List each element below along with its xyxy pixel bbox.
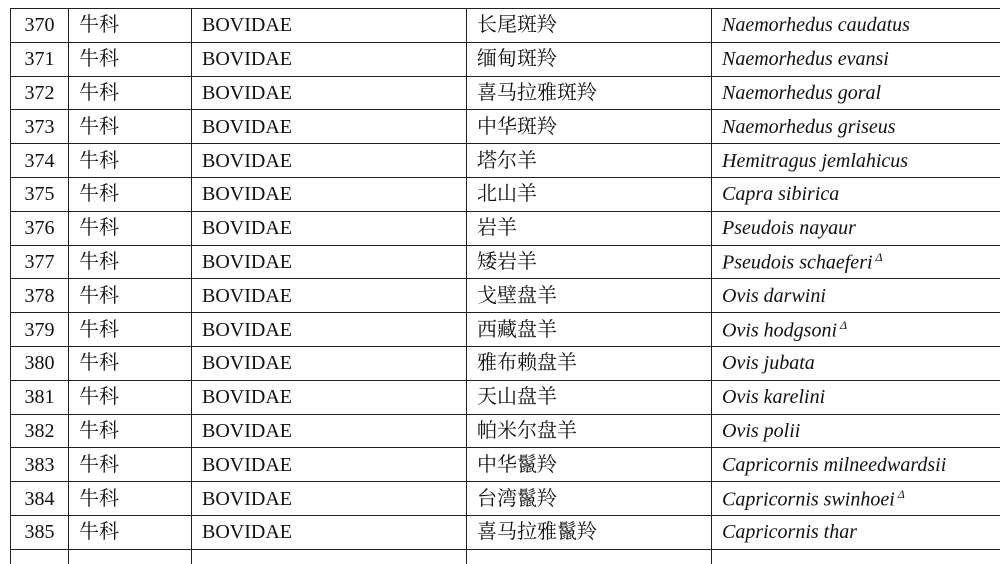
species-sci-text: Capricornis swinhoei (722, 488, 895, 510)
species-sci-cell (712, 346, 1000, 380)
row-number (11, 245, 69, 279)
species-cn-text: 戈壁盘羊 (477, 285, 557, 307)
family-latin-cell (192, 42, 467, 76)
species-cn-cell (467, 515, 712, 549)
family-latin-text: BOVIDAE (202, 251, 292, 273)
family-cn-text: 牛科 (79, 116, 119, 138)
species-cn-cell (467, 245, 712, 279)
species-sci-text: Capricornis thar (722, 521, 857, 543)
row-number-text: 377 (25, 251, 55, 273)
species-sci-cell (712, 245, 1000, 279)
family-latin-cell (192, 414, 467, 448)
table-row (11, 448, 1000, 482)
species-cn-cell (467, 414, 712, 448)
family-latin-cell (192, 313, 467, 347)
species-sci-cell (712, 9, 1000, 43)
family-latin-text: BOVIDAE (202, 14, 292, 36)
species-cn-text: 岩羊 (477, 217, 517, 239)
row-number-text: 384 (25, 488, 55, 510)
family-latin-cell (192, 110, 467, 144)
family-cn-cell (69, 313, 192, 347)
family-cn-cell (69, 414, 192, 448)
table-row (11, 110, 1000, 144)
table-row (11, 211, 1000, 245)
species-sci-cell (712, 448, 1000, 482)
species-sci-cell (712, 515, 1000, 549)
family-latin-text: BOVIDAE (202, 319, 292, 341)
species-cn-text: 西藏盘羊 (477, 319, 557, 341)
species-cn-text: 缅甸斑羚 (477, 48, 557, 70)
species-cn-cell (467, 110, 712, 144)
family-cn-cell (69, 110, 192, 144)
table-row (11, 279, 1000, 313)
family-cn-cell (69, 42, 192, 76)
family-cn-cell (69, 279, 192, 313)
row-number (11, 42, 69, 76)
family-cn-text: 牛科 (79, 150, 119, 172)
cut-off-cell (192, 549, 467, 564)
cut-off-cell (69, 549, 192, 564)
family-latin-cell (192, 144, 467, 178)
species-cn-cell (467, 42, 712, 76)
species-sci-text: Ovis karelini (722, 386, 825, 408)
species-cn-text: 塔尔羊 (477, 150, 537, 172)
species-sci-cell (712, 313, 1000, 347)
cut-off-cell (11, 549, 69, 564)
family-cn-text: 牛科 (79, 183, 119, 205)
species-cn-cell (467, 448, 712, 482)
species-table (10, 8, 1000, 564)
species-sci-cell (712, 42, 1000, 76)
species-cn-cell (467, 346, 712, 380)
family-latin-text: BOVIDAE (202, 454, 292, 476)
species-cn-text: 矮岩羊 (477, 251, 537, 273)
species-cn-text: 中华斑羚 (477, 116, 557, 138)
species-sci-cell (712, 76, 1000, 110)
family-cn-cell (69, 448, 192, 482)
delta-mark: Δ (840, 318, 847, 332)
row-number-text: 376 (25, 217, 55, 239)
species-cn-text: 长尾斑羚 (477, 14, 557, 36)
family-cn-text: 牛科 (79, 251, 119, 273)
species-cn-cell (467, 211, 712, 245)
family-latin-cell (192, 448, 467, 482)
family-cn-text: 牛科 (79, 386, 119, 408)
row-number-text: 371 (25, 48, 55, 70)
family-latin-text: BOVIDAE (202, 217, 292, 239)
family-cn-cell (69, 144, 192, 178)
family-cn-cell (69, 380, 192, 414)
family-latin-text: BOVIDAE (202, 420, 292, 442)
family-latin-cell (192, 9, 467, 43)
species-sci-text: Capra sibirica (722, 183, 839, 205)
row-number-text: 379 (25, 319, 55, 341)
row-number (11, 144, 69, 178)
table-row (11, 177, 1000, 211)
species-sci-cell (712, 211, 1000, 245)
row-number-text: 382 (25, 420, 55, 442)
species-cn-text: 北山羊 (477, 183, 537, 205)
row-number (11, 9, 69, 43)
table-row (11, 313, 1000, 347)
table-row (11, 380, 1000, 414)
species-cn-text: 帕米尔盘羊 (477, 420, 577, 442)
row-number-text: 383 (25, 454, 55, 476)
family-cn-text: 牛科 (79, 420, 119, 442)
family-latin-text: BOVIDAE (202, 82, 292, 104)
row-number (11, 279, 69, 313)
family-cn-cell (69, 515, 192, 549)
species-cn-cell (467, 279, 712, 313)
family-latin-cell (192, 245, 467, 279)
family-cn-text: 牛科 (79, 285, 119, 307)
family-latin-cell (192, 515, 467, 549)
family-cn-cell (69, 177, 192, 211)
species-sci-cell (712, 177, 1000, 211)
species-cn-text: 雅布赖盘羊 (477, 352, 577, 374)
species-cn-cell (467, 76, 712, 110)
row-number-text: 385 (25, 521, 55, 543)
table-row-cut-off (11, 549, 1000, 564)
row-number-text: 380 (25, 352, 55, 374)
row-number (11, 346, 69, 380)
species-sci-text: Ovis hodgsoni (722, 319, 837, 341)
species-sci-cell (712, 144, 1000, 178)
row-number (11, 380, 69, 414)
delta-mark: Δ (876, 250, 883, 264)
family-latin-text: BOVIDAE (202, 150, 292, 172)
species-sci-text: Naemorhedus griseus (722, 116, 896, 138)
species-table-body (11, 9, 1000, 564)
family-latin-text: BOVIDAE (202, 521, 292, 543)
row-number (11, 482, 69, 516)
species-cn-text: 天山盘羊 (477, 386, 557, 408)
row-number (11, 76, 69, 110)
family-cn-cell (69, 346, 192, 380)
delta-mark: Δ (898, 487, 905, 501)
row-number (11, 414, 69, 448)
family-cn-cell (69, 76, 192, 110)
family-cn-cell (69, 9, 192, 43)
row-number (11, 177, 69, 211)
species-sci-cell (712, 279, 1000, 313)
species-sci-text: Naemorhedus goral (722, 82, 881, 104)
species-sci-text: Ovis jubata (722, 352, 815, 374)
family-cn-text: 牛科 (79, 521, 119, 543)
family-cn-cell (69, 211, 192, 245)
species-sci-text: Pseudois nayaur (722, 217, 856, 239)
species-sci-cell (712, 110, 1000, 144)
row-number-text: 373 (25, 116, 55, 138)
table-row (11, 515, 1000, 549)
species-sci-text: Ovis polii (722, 420, 800, 442)
family-latin-text: BOVIDAE (202, 285, 292, 307)
cut-off-cell (467, 549, 712, 564)
row-number-text: 381 (25, 386, 55, 408)
table-row (11, 9, 1000, 43)
row-number (11, 515, 69, 549)
family-latin-cell (192, 482, 467, 516)
table-row (11, 245, 1000, 279)
row-number (11, 211, 69, 245)
family-latin-cell (192, 177, 467, 211)
table-row (11, 42, 1000, 76)
family-cn-text: 牛科 (79, 454, 119, 476)
table-row (11, 414, 1000, 448)
family-latin-text: BOVIDAE (202, 183, 292, 205)
species-sci-cell (712, 380, 1000, 414)
species-sci-text: Hemitragus jemlahicus (722, 150, 908, 172)
family-latin-cell (192, 211, 467, 245)
row-number-text: 370 (25, 14, 55, 36)
row-number (11, 110, 69, 144)
species-cn-text: 喜马拉雅鬣羚 (477, 521, 597, 543)
family-cn-text: 牛科 (79, 14, 119, 36)
table-row (11, 144, 1000, 178)
row-number-text: 372 (25, 82, 55, 104)
species-cn-text: 中华鬣羚 (477, 454, 557, 476)
species-sci-cell (712, 414, 1000, 448)
family-cn-text: 牛科 (79, 82, 119, 104)
species-cn-cell (467, 144, 712, 178)
species-cn-text: 台湾鬣羚 (477, 488, 557, 510)
species-cn-cell (467, 380, 712, 414)
species-cn-cell (467, 9, 712, 43)
family-cn-text: 牛科 (79, 319, 119, 341)
row-number-text: 374 (25, 150, 55, 172)
row-number (11, 313, 69, 347)
family-cn-text: 牛科 (79, 488, 119, 510)
family-latin-cell (192, 380, 467, 414)
species-sci-text: Naemorhedus evansi (722, 48, 889, 70)
table-row (11, 346, 1000, 380)
species-sci-text: Capricornis milneedwardsii (722, 454, 946, 476)
cut-off-cell (712, 549, 1000, 564)
family-latin-text: BOVIDAE (202, 386, 292, 408)
species-sci-text: Ovis darwini (722, 285, 826, 307)
family-cn-cell (69, 482, 192, 516)
family-latin-text: BOVIDAE (202, 488, 292, 510)
family-latin-text: BOVIDAE (202, 116, 292, 138)
family-cn-text: 牛科 (79, 352, 119, 374)
species-cn-cell (467, 177, 712, 211)
family-latin-cell (192, 76, 467, 110)
species-sci-cell (712, 482, 1000, 516)
family-latin-text: BOVIDAE (202, 352, 292, 374)
species-sci-text: Naemorhedus caudatus (722, 14, 910, 36)
species-cn-cell (467, 313, 712, 347)
family-cn-cell (69, 245, 192, 279)
row-number-text: 375 (25, 183, 55, 205)
species-cn-cell (467, 482, 712, 516)
family-latin-cell (192, 346, 467, 380)
family-latin-text: BOVIDAE (202, 48, 292, 70)
row-number (11, 448, 69, 482)
family-latin-cell (192, 279, 467, 313)
species-cn-text: 喜马拉雅斑羚 (477, 82, 597, 104)
family-cn-text: 牛科 (79, 48, 119, 70)
family-cn-text: 牛科 (79, 217, 119, 239)
table-row (11, 482, 1000, 516)
table-row (11, 76, 1000, 110)
species-sci-text: Pseudois schaeferi (722, 252, 873, 274)
row-number-text: 378 (25, 285, 55, 307)
